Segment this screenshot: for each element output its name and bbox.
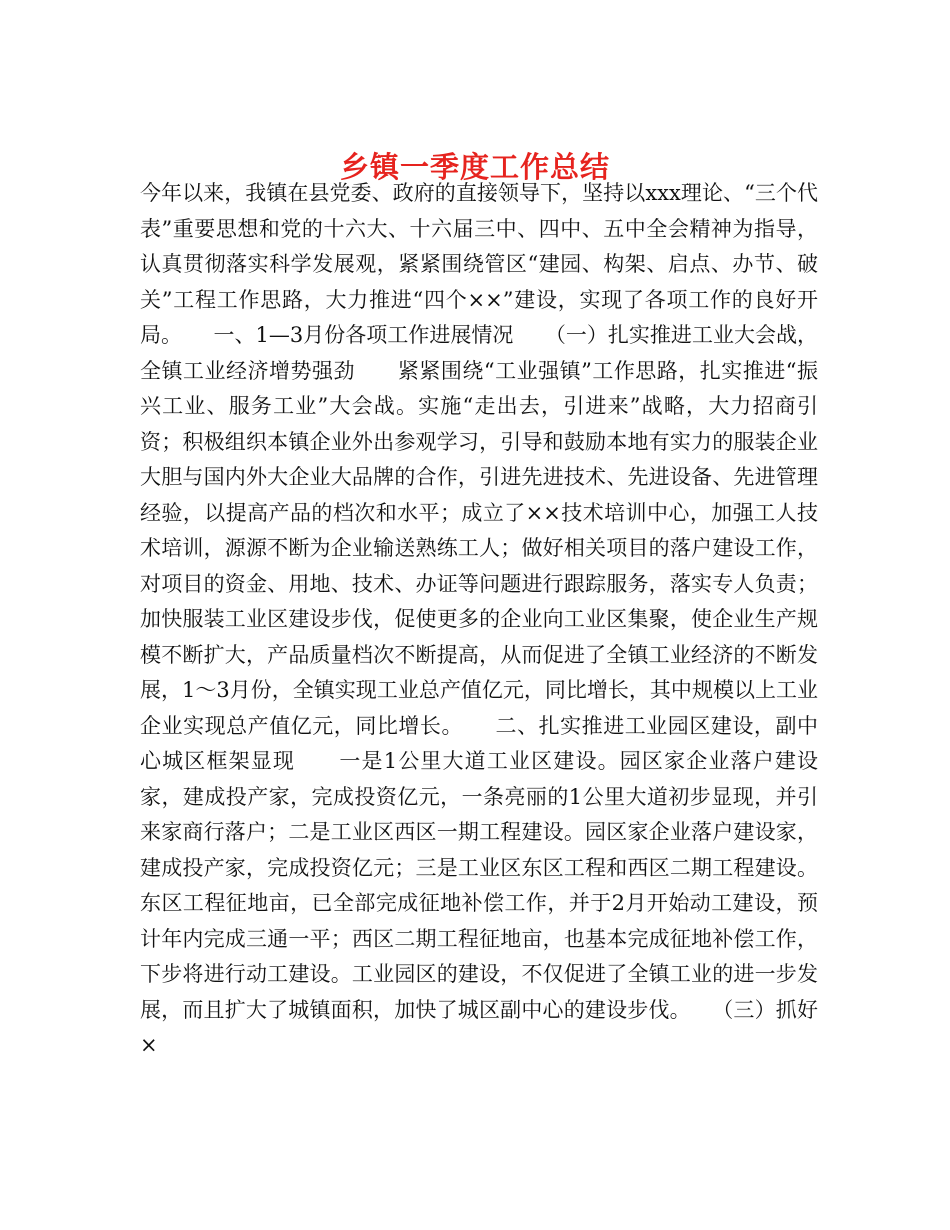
document-body-text: 今年以来，我镇在县党委、政府的直接领导下，坚持以xxx理论、“三个代表”重要思想和党的十六大、十六届三中、四中、五中全会精神为指导，认真贯彻落实科学发展观，紧紧围绕管区“建园、构架、启点、办节、破关”工程工作思路，大力推进“四个××”建设，实现了各项工作的良好开局。 一、1—3月份各项工作进展情况 （一）扎实推进工业大会战，全镇工业经济增势强劲 紧紧围绕“工业强镇”工作思路，扎实推进“振兴工业、服务工业”大会战。实施“走出去，引进来”战略，大力招商引资；积极组织本镇企业外出参观学习，引导和鼓励本地有实力的服装企业大胆与国内外大企业大品牌的合作，引进先进技术、先进设备、先进管理经验，以提高产品的档次和水平；成立了××技术培训中心，加强工人技术培训，源源不断为企业输送熟练工人；做好相关项目的落户建设工作，对项目的资金、用地、技术、办证等问题进行跟踪服务，落实专人负责；加快服装工业区建设步伐，促使更多的企业向工业区集聚，使企业生产规模不断扩大，产品质量档次不断提高，从而促进了全镇工业经济的不断发展，1～3月份，全镇实现工业总产值亿元，同比增长，其中规模以上工业企业实现总产值亿元，同比增长。 二、扎实推进工业园区建设，副中心城区框架显现 一是1公里大道工业区建设。园区家企业落户建设家，建成投产家，完成投资亿元，一条亮丽的1公里大道初步显现，并引来家商行落户；二是工业区西区一期工程建设。园区家企业落户建设家，建成投产家，完成投资亿元；三是工业区东区工程和西区二期工程建设。东区工程征地亩，已全部完成征地补偿工作，并于2月开始动工建设，预计年内完成三通一平；西区二期工程征地亩，也基本完成征地补偿工作，下步将进行动工建设。工业园区的建设，不仅促进了全镇工业的进一步发展，而且扩大了城镇面积，加快了城区副中心的建设步伐。 （三）抓好× bbox=[140, 181, 818, 1057]
document-title: 乡镇一季度工作总结 bbox=[339, 150, 610, 185]
